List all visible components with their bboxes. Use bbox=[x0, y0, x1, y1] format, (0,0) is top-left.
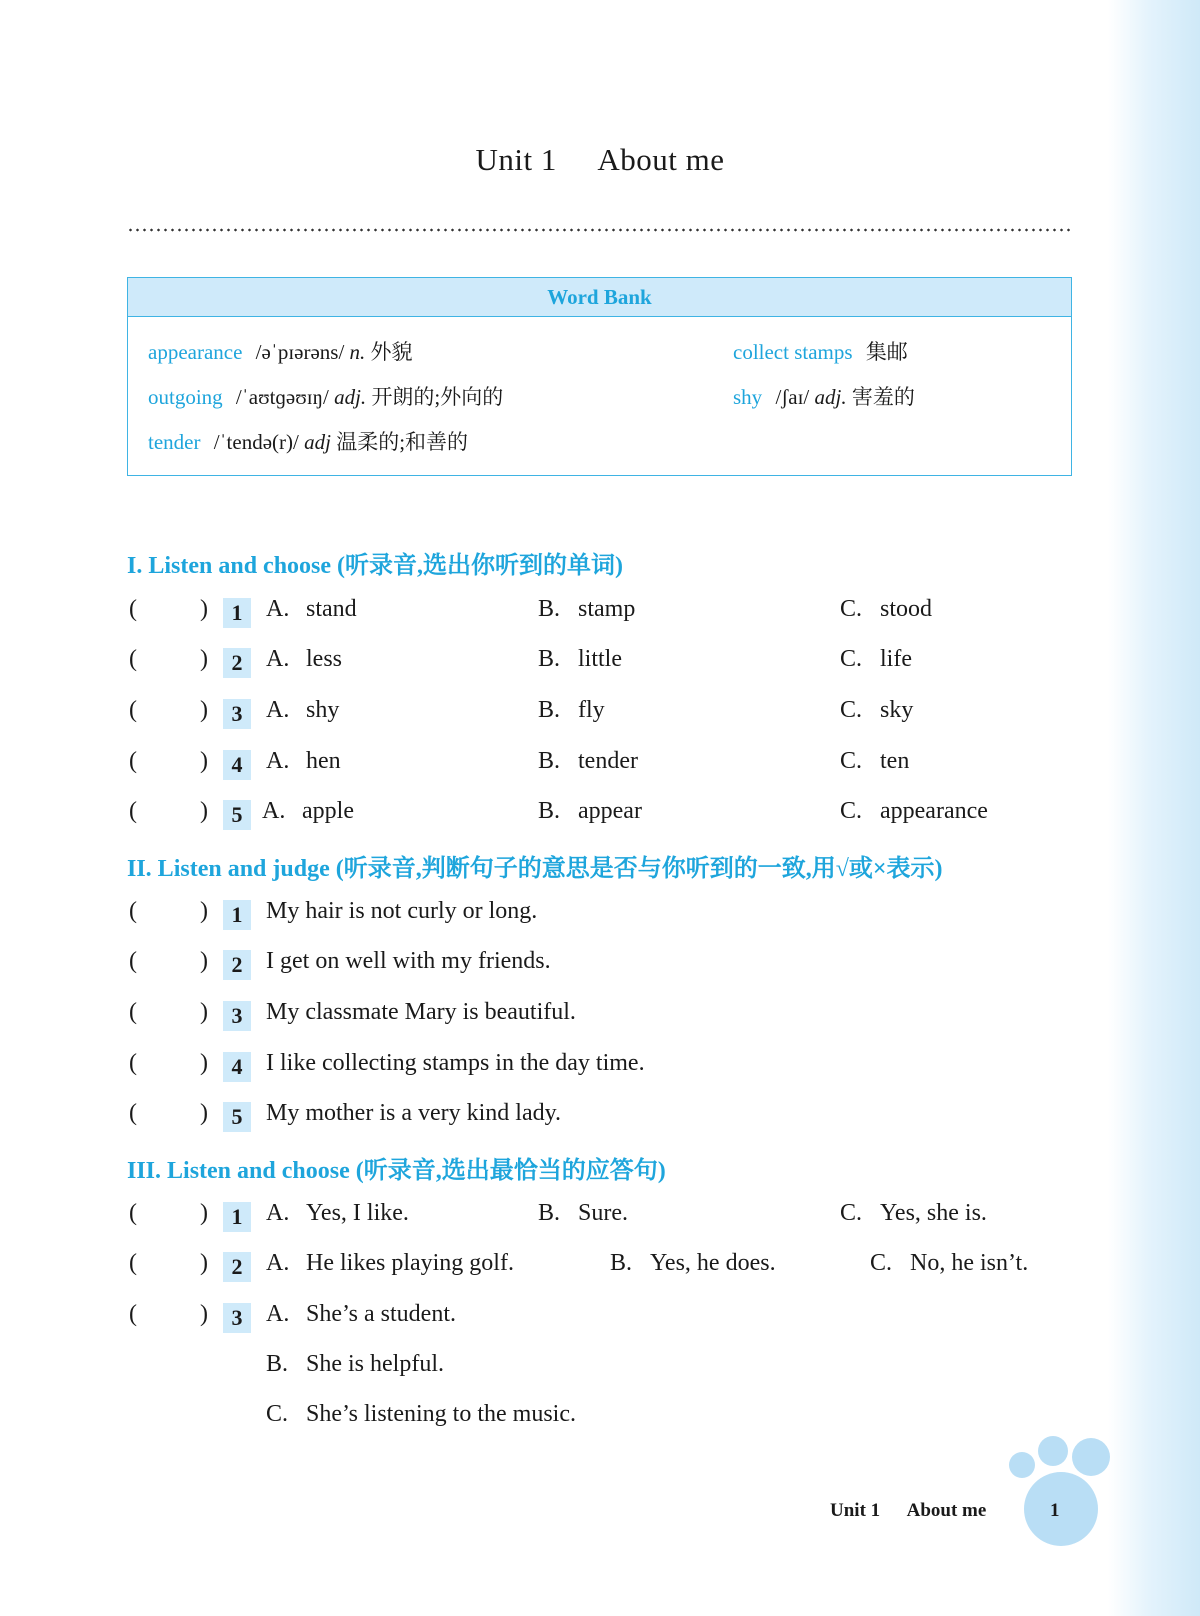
answer-blank-open: ( bbox=[129, 898, 137, 924]
entry-meaning: 温柔的;和善的 bbox=[336, 430, 469, 454]
entry-phonetic: /ˈaʊtɡəʊɪŋ/ bbox=[235, 385, 329, 409]
entry-meaning: 外貌 bbox=[370, 340, 413, 364]
answer-blank-close: ) bbox=[200, 646, 208, 672]
title-topic: About me bbox=[597, 142, 725, 177]
answer-blank-open: ( bbox=[129, 1200, 137, 1226]
option-a: A. apple bbox=[262, 798, 354, 824]
page-number: 1 bbox=[1050, 1500, 1060, 1521]
question-number: 5 bbox=[223, 1102, 251, 1132]
entry-phonetic: /ˈtendə(r)/ bbox=[213, 430, 299, 454]
option-c: C. No, he isn’t. bbox=[870, 1250, 1029, 1276]
answer-blank-open: ( bbox=[129, 1100, 137, 1126]
answer-blank-open: ( bbox=[129, 646, 137, 672]
option-c: C. life bbox=[840, 646, 912, 672]
question-row bbox=[0, 748, 1200, 788]
entry-phonetic: /ʃaɪ/ bbox=[775, 385, 810, 409]
question-row bbox=[0, 948, 1200, 988]
question-number: 1 bbox=[223, 900, 251, 930]
question-row bbox=[0, 1200, 1200, 1240]
word-bank-entry bbox=[733, 336, 908, 366]
option-a: A. less bbox=[266, 646, 342, 672]
question-number: 3 bbox=[223, 1303, 251, 1333]
answer-blank-close: ) bbox=[200, 898, 208, 924]
question-row bbox=[0, 646, 1200, 686]
option-c: C. She’s listening to the music. bbox=[266, 1401, 576, 1427]
entry-meaning: 害羞的 bbox=[851, 385, 915, 409]
question-number: 2 bbox=[223, 648, 251, 678]
section-1-heading: I. Listen and choose (听录音,选出你听到的单词) bbox=[127, 553, 624, 579]
option-a: A. stand bbox=[266, 596, 357, 622]
option-b: B. She is helpful. bbox=[266, 1351, 444, 1377]
entry-phonetic: /əˈpɪərəns/ bbox=[255, 340, 345, 364]
statement-text: My classmate Mary is beautiful. bbox=[266, 999, 576, 1025]
question-number: 1 bbox=[223, 598, 251, 628]
entry-pos: adj. bbox=[814, 385, 847, 409]
entry-word: shy bbox=[733, 385, 763, 409]
paw-pad-decoration bbox=[1024, 1472, 1098, 1546]
option-a: A. Yes, I like. bbox=[266, 1200, 409, 1226]
option-a: A. shy bbox=[266, 697, 340, 723]
answer-blank-open: ( bbox=[129, 697, 137, 723]
option-c: C. appearance bbox=[840, 798, 988, 824]
option-row bbox=[0, 1401, 1200, 1441]
entry-word: appearance bbox=[148, 340, 243, 364]
option-c: C. ten bbox=[840, 748, 910, 774]
option-c: C. stood bbox=[840, 596, 933, 622]
entry-pos: n. bbox=[349, 340, 366, 364]
option-b: B. fly bbox=[538, 697, 605, 723]
option-b: B. little bbox=[538, 646, 622, 672]
question-row bbox=[0, 697, 1200, 737]
question-number: 5 bbox=[223, 800, 251, 830]
option-b: B. tender bbox=[538, 748, 638, 774]
answer-blank-open: ( bbox=[129, 596, 137, 622]
answer-blank-close: ) bbox=[200, 1200, 208, 1226]
answer-blank-open: ( bbox=[129, 948, 137, 974]
footer-running-title bbox=[830, 1500, 986, 1522]
word-bank-box bbox=[127, 277, 1072, 476]
option-row bbox=[0, 1351, 1200, 1391]
answer-blank-close: ) bbox=[200, 596, 208, 622]
answer-blank-close: ) bbox=[200, 1050, 208, 1076]
entry-pos: adj. bbox=[334, 385, 367, 409]
entry-word: tender bbox=[148, 430, 201, 454]
question-row bbox=[0, 596, 1200, 636]
question-number: 4 bbox=[223, 1052, 251, 1082]
answer-blank-open: ( bbox=[129, 1250, 137, 1276]
answer-blank-open: ( bbox=[129, 1301, 137, 1327]
question-row bbox=[0, 1250, 1200, 1290]
page-title bbox=[0, 142, 1200, 178]
answer-blank-close: ) bbox=[200, 697, 208, 723]
answer-blank-close: ) bbox=[200, 1250, 208, 1276]
word-bank-heading: Word Bank bbox=[128, 278, 1071, 317]
option-b: B. stamp bbox=[538, 596, 636, 622]
option-c: C. Yes, she is. bbox=[840, 1200, 987, 1226]
entry-word: outgoing bbox=[148, 385, 223, 409]
option-a: A. hen bbox=[266, 748, 341, 774]
question-number: 1 bbox=[223, 1202, 251, 1232]
entry-pos: adj bbox=[304, 430, 331, 454]
answer-blank-open: ( bbox=[129, 1050, 137, 1076]
answer-blank-open: ( bbox=[129, 999, 137, 1025]
question-row bbox=[0, 898, 1200, 938]
word-bank-entry bbox=[148, 381, 503, 411]
question-number: 2 bbox=[223, 950, 251, 980]
statement-text: I like collecting stamps in the day time. bbox=[266, 1050, 645, 1076]
entry-meaning: 集邮 bbox=[865, 340, 908, 364]
question-row bbox=[0, 1100, 1200, 1140]
section-3-heading: III. Listen and choose (听录音,选出最恰当的应答句) bbox=[127, 1158, 666, 1184]
title-unit: Unit 1 bbox=[475, 142, 557, 177]
statement-text: My mother is a very kind lady. bbox=[266, 1100, 562, 1126]
answer-blank-open: ( bbox=[129, 798, 137, 824]
statement-text: My hair is not curly or long. bbox=[266, 898, 538, 924]
question-row bbox=[0, 1050, 1200, 1090]
option-b: B. appear bbox=[538, 798, 642, 824]
answer-blank-close: ) bbox=[200, 1301, 208, 1327]
answer-blank-open: ( bbox=[129, 748, 137, 774]
answer-blank-close: ) bbox=[200, 1100, 208, 1126]
option-a: A. He likes playing golf. bbox=[266, 1250, 514, 1276]
question-row bbox=[0, 1301, 1200, 1341]
answer-blank-close: ) bbox=[200, 948, 208, 974]
dotted-divider bbox=[127, 228, 1071, 232]
paw-toe-decoration bbox=[1072, 1438, 1110, 1476]
question-number: 2 bbox=[223, 1252, 251, 1282]
option-b: B. Yes, he does. bbox=[610, 1250, 776, 1276]
question-number: 3 bbox=[223, 1001, 251, 1031]
paw-toe-decoration bbox=[1038, 1436, 1068, 1466]
answer-blank-close: ) bbox=[200, 748, 208, 774]
footer-unit: Unit 1 bbox=[830, 1500, 881, 1521]
answer-blank-close: ) bbox=[200, 798, 208, 824]
answer-blank-close: ) bbox=[200, 999, 208, 1025]
word-bank-entry bbox=[148, 426, 468, 456]
word-bank-entry bbox=[733, 381, 915, 411]
section-2-heading: II. Listen and judge (听录音,判断句子的意思是否与你听到的一致,用√或×表示) bbox=[127, 856, 943, 882]
entry-word: collect stamps bbox=[733, 340, 853, 364]
option-c: C. sky bbox=[840, 697, 914, 723]
option-a: A. She’s a student. bbox=[266, 1301, 456, 1327]
question-row bbox=[0, 999, 1200, 1039]
footer-topic: About me bbox=[906, 1500, 987, 1521]
option-b: B. Sure. bbox=[538, 1200, 628, 1226]
statement-text: I get on well with my friends. bbox=[266, 948, 551, 974]
question-row bbox=[0, 798, 1200, 838]
word-bank-entry bbox=[148, 336, 413, 366]
question-number: 3 bbox=[223, 699, 251, 729]
question-number: 4 bbox=[223, 750, 251, 780]
paw-toe-decoration bbox=[1009, 1452, 1035, 1478]
entry-meaning: 开朗的;外向的 bbox=[371, 385, 504, 409]
